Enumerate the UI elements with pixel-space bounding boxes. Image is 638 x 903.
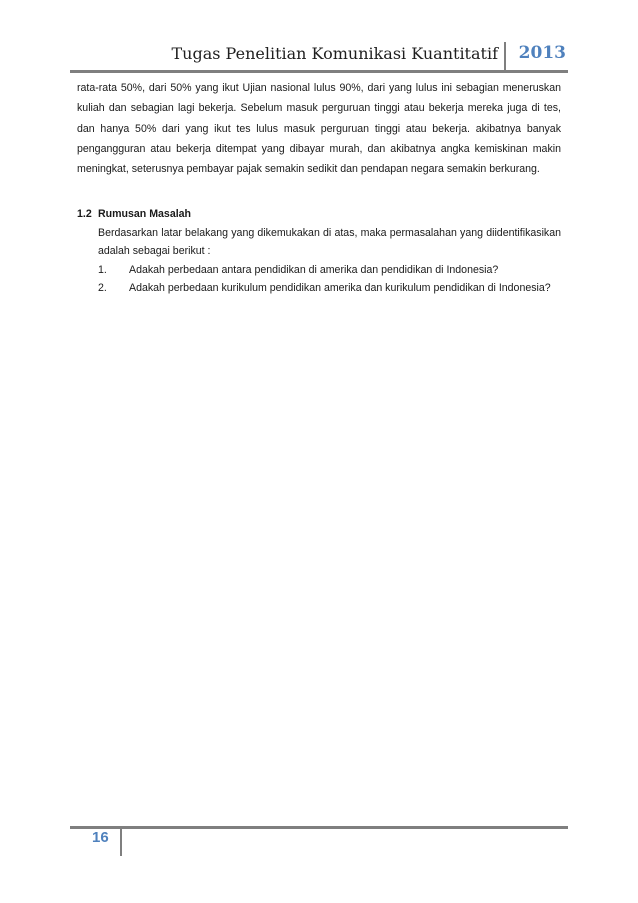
section-title: Rumusan Masalah: [98, 208, 192, 220]
section-intro: Berdasarkan latar belakang yang dikemukakan di atas, maka permasalahan yang diidentifikasikan adalah sebagai berikut :: [98, 226, 561, 257]
header-rule: [70, 70, 568, 73]
header-year: 2013: [518, 43, 566, 63]
body-paragraph: rata-rata 50%, dari 50% yang ikut Ujian nasional lulus 90%, dari yang lulus ini sebagian meneruskan kuliah dan sebagian lagi bekerja. Sebelum masuk perguruan tinggi atau bekerja mereka juga di tes, dan hanya 50% dari yang ikut tes lulus masuk perguruan tinggi atau bekerja. akibatnya banyak pengangguran atau bekerja ditempat yang dibayar murah, dan akibatnya angka kemiskinan makin meningkat, seterusnya pembayar pajak semakin sedikit dan pendapan negara semakin berkurang.: [77, 82, 561, 176]
header-divider: [504, 42, 506, 70]
list-item-number: 1.: [98, 263, 107, 276]
page-header: [70, 42, 568, 70]
list-item-text: Adakah perbedaan antara pendidikan di amerika dan pendidikan di Indonesia?: [129, 263, 499, 276]
numbered-list: [77, 261, 561, 298]
footer-divider: [120, 826, 122, 856]
list-item-number: 2.: [98, 282, 107, 294]
list-item-text: Adakah perbedaan kurikulum pendidikan amerika dan kurikulum pendidikan di Indonesia?: [129, 282, 551, 294]
footer-rule: [70, 826, 568, 829]
section-rumusan-masalah: [77, 205, 561, 298]
page-number: 16: [92, 829, 109, 846]
header-title: Tugas Penelitian Komunikasi Kuantitatif: [171, 44, 498, 63]
section-number: 1.2: [77, 208, 92, 220]
list-item: [77, 279, 561, 298]
section-heading: [77, 205, 561, 224]
list-item: [77, 261, 561, 280]
